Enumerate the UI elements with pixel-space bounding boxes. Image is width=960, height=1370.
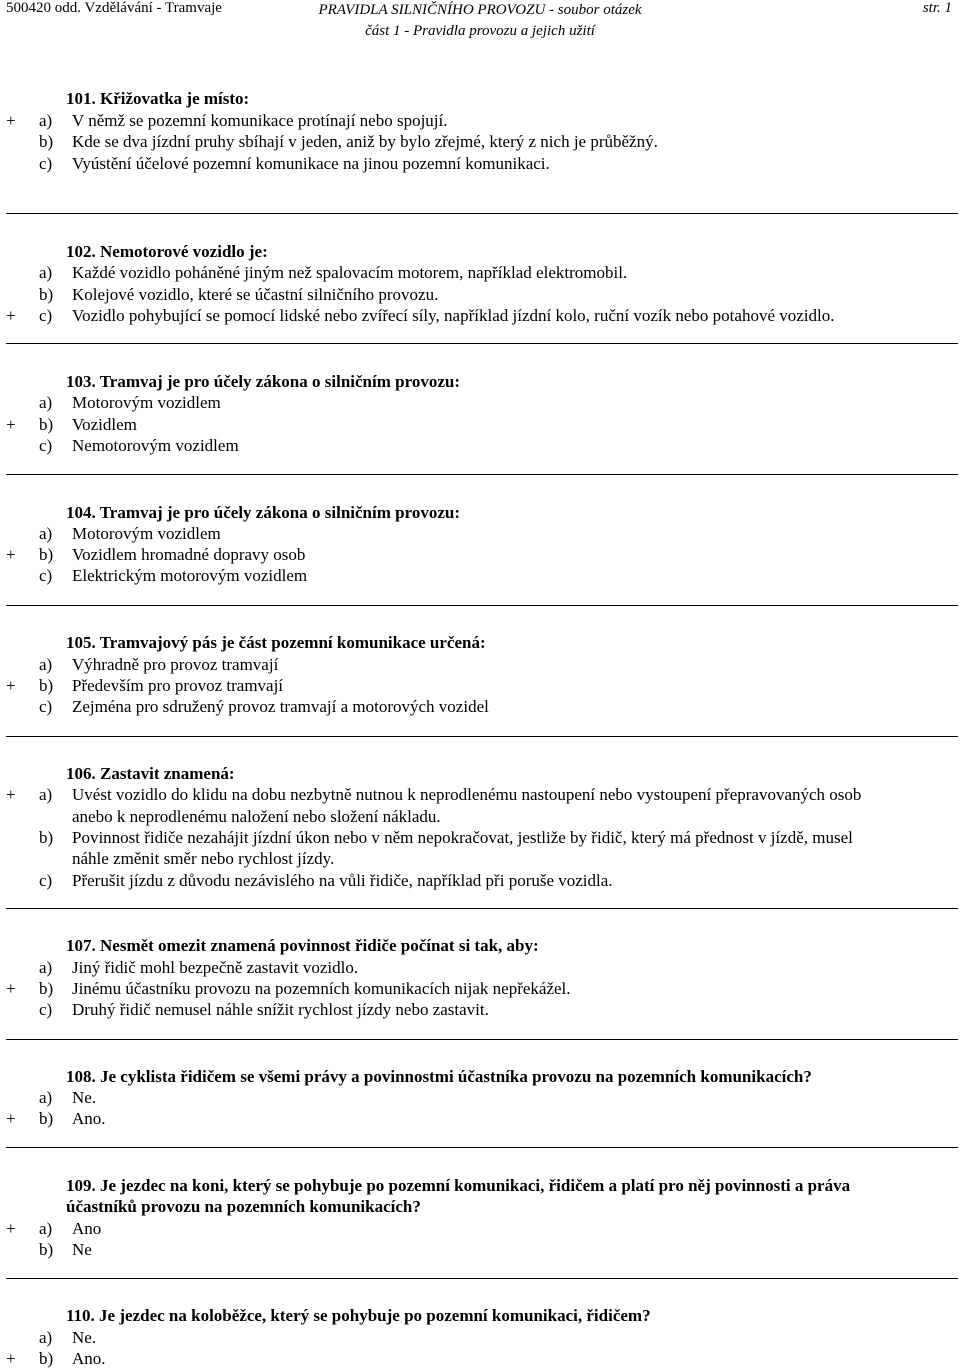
answer-text: Ne.	[72, 1088, 97, 1107]
question-divider	[6, 736, 958, 737]
question-divider	[6, 1147, 958, 1148]
answer-text: Povinnost řidiče nezahájit jízdní úkon nebo v něm nepokračovat, jestliže by řidič, který má přednost v jízdě, musel	[72, 828, 853, 847]
answer-letter: c)	[39, 871, 53, 890]
question-title: 103. Tramvaj je pro účely zákona o silničním provozu:	[66, 372, 460, 391]
question-divider	[6, 213, 958, 214]
answer-text: Motorovým vozidlem	[72, 393, 221, 412]
answer-letter: b)	[39, 285, 54, 304]
answer-letter: c)	[39, 566, 53, 585]
answer-letter: b)	[39, 1240, 54, 1259]
answer-text: Zejména pro sdružený provoz tramvají a motorových vozidel	[72, 697, 489, 716]
question-title: 104. Tramvaj je pro účely zákona o silničním provozu:	[66, 503, 460, 522]
answer-text: Vozidlem	[72, 415, 137, 434]
answer-text: Ne.	[72, 1328, 97, 1347]
answer-letter: a)	[39, 958, 53, 977]
answer-text: Kolejové vozidlo, které se účastní silničního provozu.	[72, 285, 439, 304]
correct-answer-marker: +	[6, 306, 16, 325]
answer-text: Vyústění účelové pozemní komunikace na jinou pozemní komunikaci.	[72, 154, 550, 173]
answer-text: Kde se dva jízdní pruhy sbíhají v jeden, aniž by bylo zřejmé, který z nich je průběžný.	[72, 132, 658, 151]
answer-letter: a)	[39, 655, 53, 674]
answer-text: Výhradně pro provoz tramvají	[72, 655, 279, 674]
correct-answer-marker: +	[6, 111, 16, 130]
answer-letter: b)	[39, 1109, 54, 1128]
question-title: 110. Je jezdec na koloběžce, který se pohybuje po pozemní komunikaci, řidičem?	[66, 1306, 651, 1325]
answer-letter: b)	[39, 979, 54, 998]
correct-answer-marker: +	[6, 1219, 16, 1238]
header-page-number: str. 1	[922, 0, 952, 16]
answer-text-continuation: náhle změnit směr nebo rychlost jízdy.	[72, 849, 335, 868]
answer-text: Ano.	[72, 1109, 106, 1128]
answer-text: Nemotorovým vozidlem	[72, 436, 239, 455]
answer-letter: b)	[39, 132, 54, 151]
question-divider	[6, 1278, 958, 1279]
question-title: 108. Je cyklista řidičem se všemi právy a povinnostmi účastníka provozu na pozemních komunikacích?	[66, 1067, 812, 1086]
question-title: 102. Nemotorové vozidlo je:	[66, 242, 268, 261]
answer-text: Ano	[72, 1219, 102, 1238]
answer-letter: a)	[39, 1219, 53, 1238]
question-title: 105. Tramvajový pás je část pozemní komunikace určená:	[66, 633, 486, 652]
question-title: 107. Nesmět omezit znamená povinnost řidiče počínat si tak, aby:	[66, 936, 539, 955]
answer-letter: b)	[39, 828, 54, 847]
question-divider	[6, 474, 958, 475]
header-title-block	[0, 0, 960, 42]
question-divider	[6, 343, 958, 344]
answer-text: Ano.	[72, 1349, 106, 1368]
answer-text: Každé vozidlo poháněné jiným než spalovacím motorem, například elektromobil.	[72, 263, 628, 282]
answer-letter: c)	[39, 436, 53, 455]
answer-letter: b)	[39, 415, 54, 434]
correct-answer-marker: +	[6, 545, 16, 564]
correct-answer-marker: +	[6, 415, 16, 434]
answer-text: V němž se pozemní komunikace protínají nebo spojují.	[72, 111, 448, 130]
answer-text: Jiný řidič mohl bezpečně zastavit vozidlo.	[72, 958, 359, 977]
question-title: 106. Zastavit znamená:	[66, 764, 235, 783]
header-course: 500420 odd. Vzdělávání - Tramvaje	[6, 0, 222, 16]
header-subtitle: část 1 - Pravidla provozu a jejich užití	[365, 23, 595, 39]
header-title: PRAVIDLA SILNIČNÍHO PROVOZU - soubor otázek	[318, 2, 642, 18]
correct-answer-marker: +	[6, 1349, 16, 1368]
question-title: 109. Je jezdec na koni, který se pohybuje po pozemní komunikaci, řidičem a platí pro něj povinnosti a práva	[66, 1176, 851, 1195]
answer-letter: b)	[39, 1349, 54, 1368]
correct-answer-marker: +	[6, 785, 16, 804]
answer-letter: a)	[39, 785, 53, 804]
answer-text: Přerušit jízdu z důvodu nezávislého na vůli řidiče, například při poruše vozidla.	[72, 871, 613, 890]
answer-letter: a)	[39, 263, 53, 282]
answer-text: Vozidlo pohybující se pomocí lidské nebo zvířecí síly, například jízdní kolo, ruční vozík nebo potahové vozidlo.	[72, 306, 835, 325]
answer-letter: c)	[39, 1000, 53, 1019]
question-divider	[6, 1039, 958, 1040]
correct-answer-marker: +	[6, 979, 16, 998]
answer-text: Jinému účastníku provozu na pozemních komunikacích nijak nepřekážel.	[72, 979, 571, 998]
page-header	[0, 0, 960, 40]
answer-text: Vozidlem hromadné dopravy osob	[72, 545, 306, 564]
correct-answer-marker: +	[6, 676, 16, 695]
answer-text: Uvést vozidlo do klidu na dobu nezbytně nutnou k neprodlenému nastoupení nebo vystoupení přepravovaných osob	[72, 785, 862, 804]
answer-letter: a)	[39, 1088, 53, 1107]
question-divider	[6, 605, 958, 606]
answer-letter: c)	[39, 697, 53, 716]
question-divider	[6, 908, 958, 909]
answer-letter: a)	[39, 111, 53, 130]
answer-text: Ne	[72, 1240, 92, 1259]
answer-text: Druhý řidič nemusel náhle snížit rychlost jízdy nebo zastavit.	[72, 1000, 489, 1019]
correct-answer-marker: +	[6, 1109, 16, 1128]
answer-letter: c)	[39, 306, 53, 325]
question-title-continuation: účastníků provozu na pozemních komunikacích?	[66, 1197, 421, 1216]
answer-letter: a)	[39, 393, 53, 412]
answer-letter: b)	[39, 676, 54, 695]
answer-text-continuation: anebo k neprodlenému naložení nebo složení nákladu.	[72, 807, 441, 826]
answer-text: Především pro provoz tramvají	[72, 676, 284, 695]
answer-letter: a)	[39, 524, 53, 543]
question-title: 101. Křižovatka je místo:	[66, 89, 250, 108]
answer-letter: c)	[39, 154, 53, 173]
answer-text: Elektrickým motorovým vozidlem	[72, 566, 308, 585]
answer-text: Motorovým vozidlem	[72, 524, 221, 543]
answer-letter: b)	[39, 545, 54, 564]
answer-letter: a)	[39, 1328, 53, 1347]
